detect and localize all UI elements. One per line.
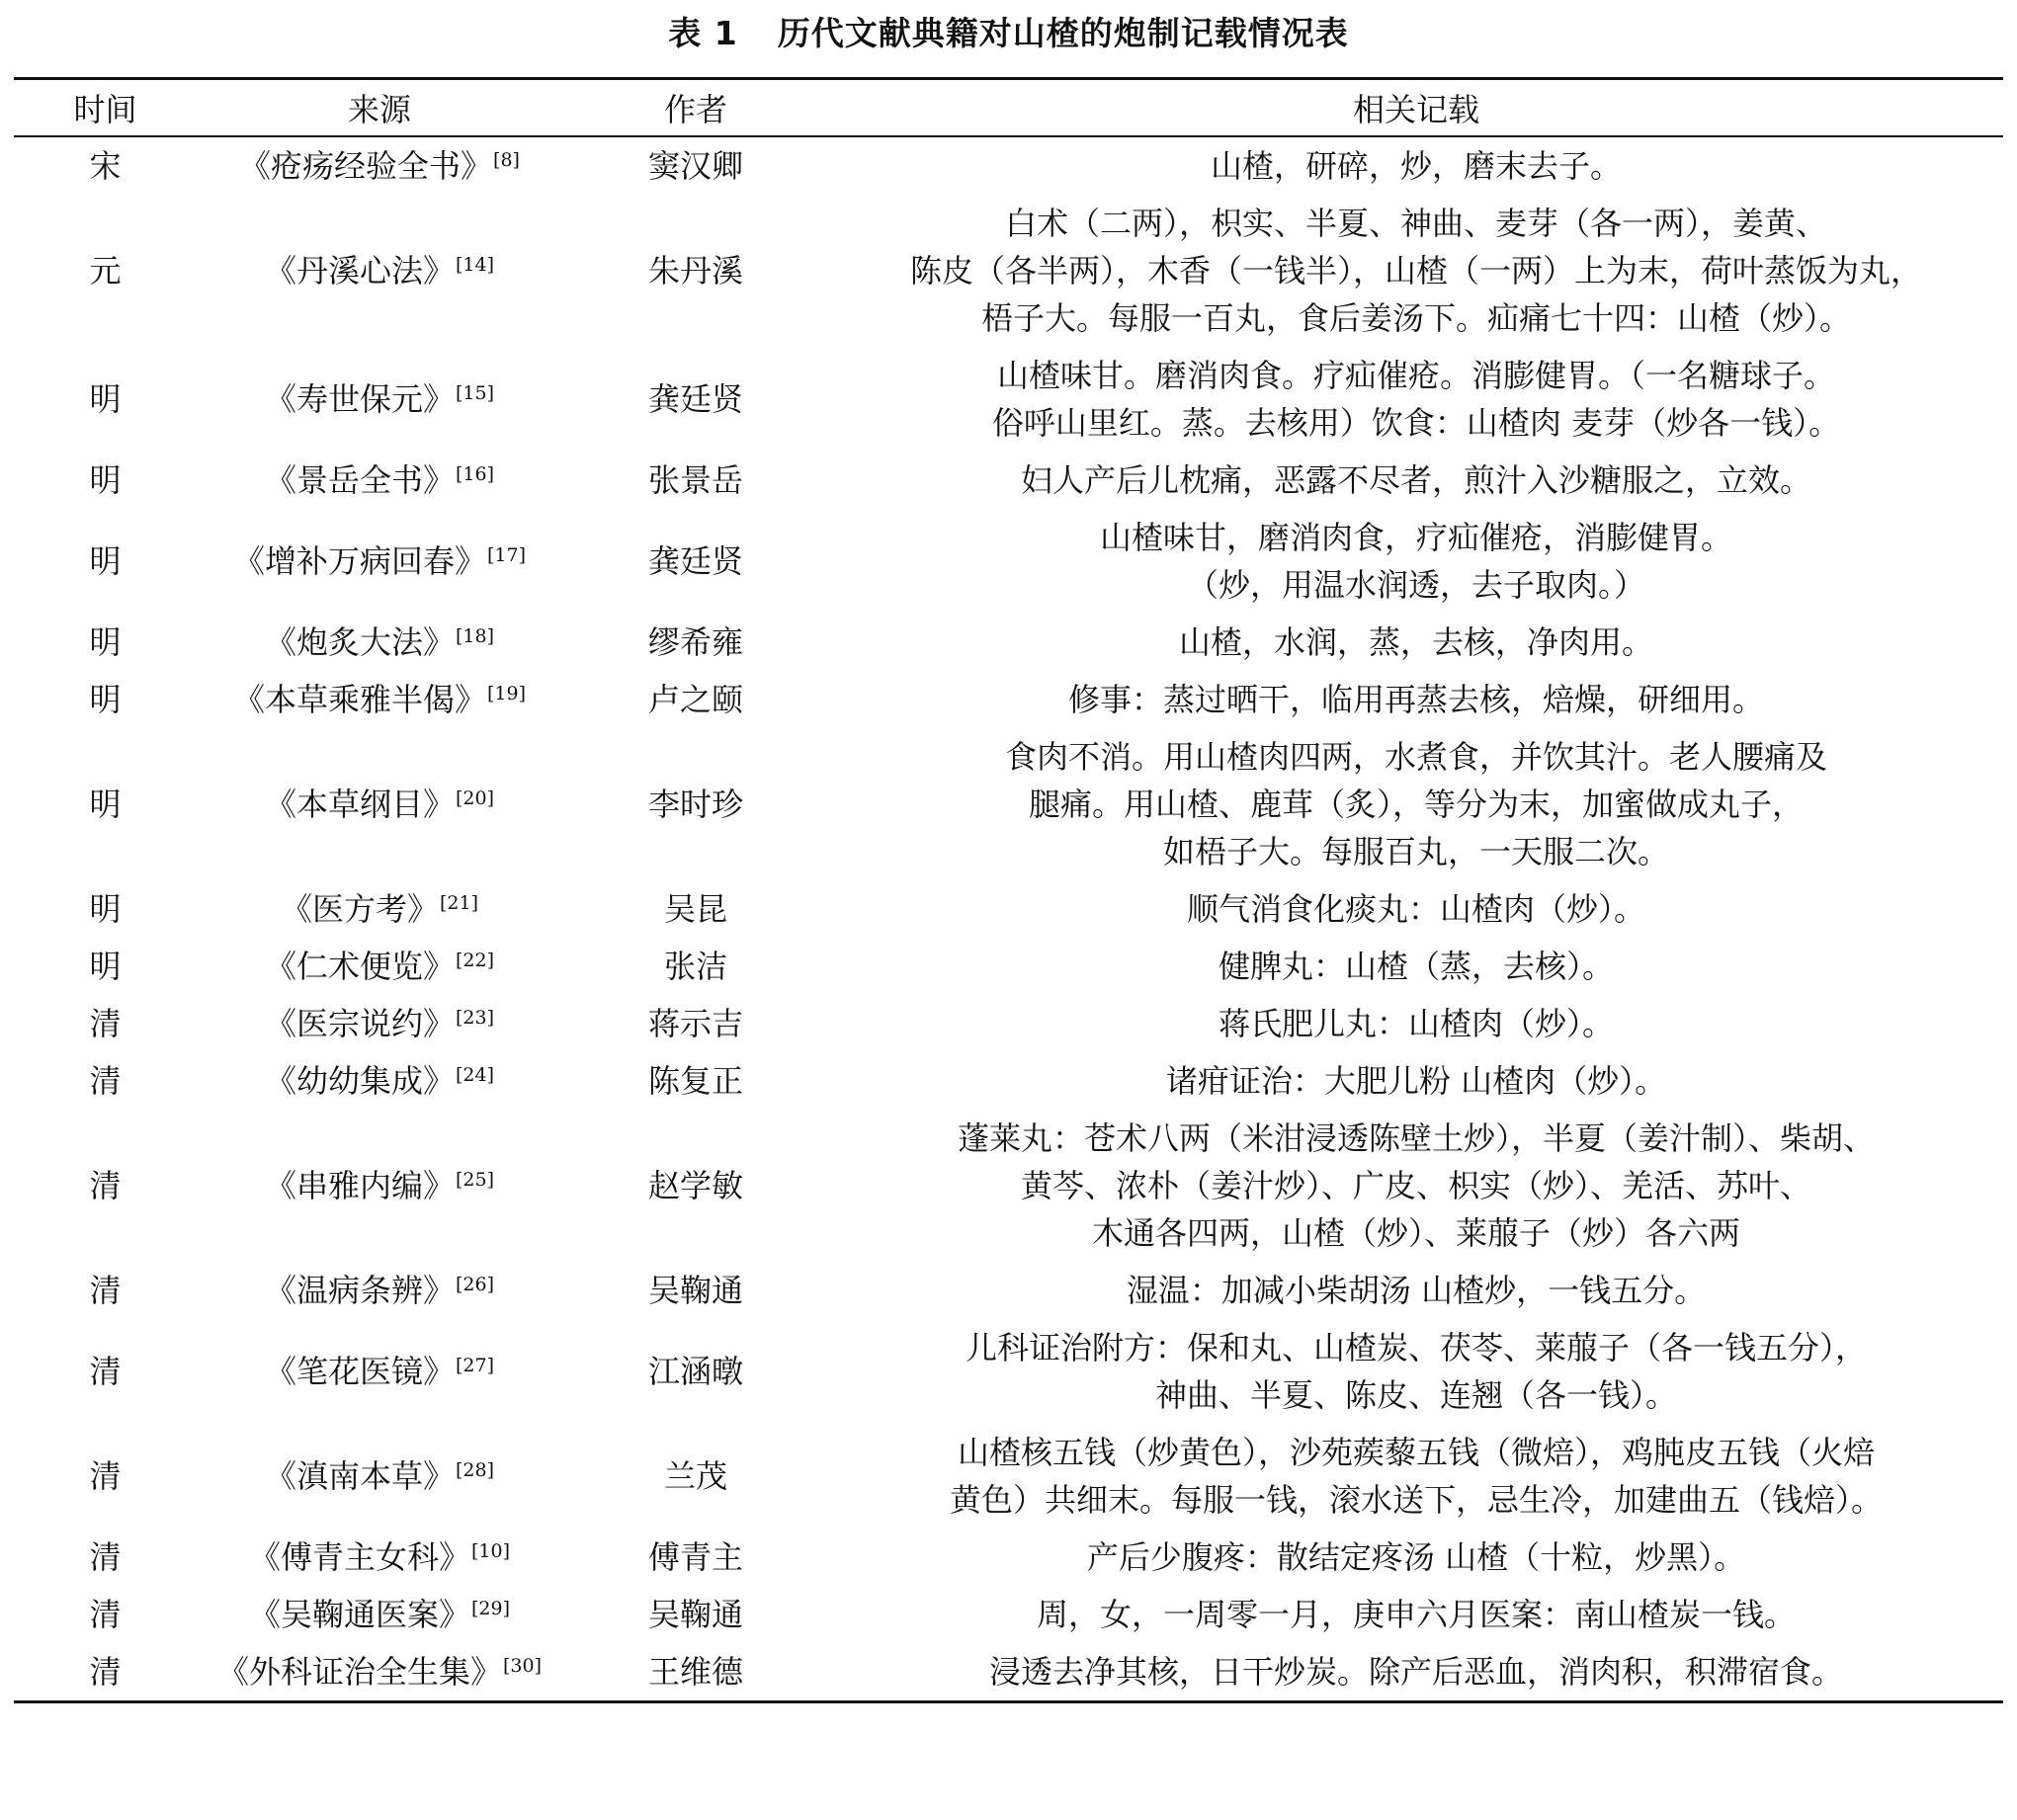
era-cell: 清 <box>89 1272 122 1309</box>
reference-number: [18] <box>456 625 495 647</box>
era-cell: 清 <box>89 1353 122 1390</box>
source-title: 《本草纲目》 <box>264 786 455 823</box>
author-cell: 江涵暾 <box>647 1353 743 1390</box>
reference-number: [28] <box>456 1459 495 1481</box>
record-cell: 食肉不消。用山楂肉四两，水煮食，并饮其汁。老人腰痛及 腿痛。用山楂、鹿茸（炙），等分为末，加蜜做成丸子， 如梧子大。每服百丸，一天服二次。 <box>1004 738 1827 870</box>
author-cell: 吴鞠通 <box>647 1596 743 1633</box>
source-cell <box>197 880 562 938</box>
table-row <box>14 509 2003 614</box>
source-cell <box>197 1643 562 1702</box>
table-row <box>14 1319 2003 1424</box>
author-cell: 陈复正 <box>647 1062 743 1100</box>
reference-number: [15] <box>456 382 495 404</box>
table-row <box>14 995 2003 1052</box>
source-title: 《笔花医镜》 <box>264 1353 455 1390</box>
record-cell: 诸疳证治：大肥儿粉 山楂肉（炒）。 <box>1165 1062 1667 1100</box>
reference-number: [27] <box>456 1355 495 1376</box>
table-body <box>14 136 2003 1702</box>
author-cell: 赵学敏 <box>647 1167 743 1204</box>
source-title: 《外科证治全生集》 <box>216 1653 502 1691</box>
era-cell: 明 <box>89 380 122 418</box>
source-title: 《医宗说约》 <box>264 1005 455 1042</box>
source-cell <box>197 1529 562 1586</box>
record-cell: 山楂核五钱（炒黄色），沙苑蒺藜五钱（微焙），鸡肫皮五钱（火焙 黄色）共细末。每服一钱，滚水送下，忌生冷，加建曲五（钱焙）。 <box>949 1434 1883 1519</box>
table-row <box>14 880 2003 938</box>
author-cell: 傅青主 <box>647 1538 743 1576</box>
record-cell: 浸透去净其核，日干炒炭。除产后恶血，消肉积，积滞宿食。 <box>988 1653 1843 1691</box>
reference-number: [10] <box>471 1540 511 1562</box>
source-title: 《寿世保元》 <box>264 380 455 418</box>
era-cell: 明 <box>89 890 122 928</box>
source-cell <box>197 995 562 1052</box>
header-record: 相关记载 <box>1352 91 1479 128</box>
source-title: 《傅青主女科》 <box>248 1538 470 1576</box>
era-cell: 元 <box>89 252 122 290</box>
author-cell: 朱丹溪 <box>647 252 743 290</box>
table-row <box>14 452 2003 509</box>
record-cell: 修事：蒸过晒干，临用再蒸去核，焙燥，研细用。 <box>1067 681 1764 718</box>
author-cell: 张景岳 <box>647 461 743 499</box>
record-cell: 健脾丸：山楂（蒸，去核）。 <box>1218 948 1614 985</box>
reference-number: [26] <box>456 1274 495 1295</box>
source-cell <box>197 1110 562 1262</box>
era-cell: 清 <box>89 1005 122 1042</box>
table-title: 历代文献典籍对山楂的炮制记载情况表 <box>777 14 1349 52</box>
source-cell <box>197 1586 562 1643</box>
source-cell <box>197 614 562 671</box>
source-title: 《幼幼集成》 <box>264 1062 455 1100</box>
era-cell: 清 <box>89 1062 122 1100</box>
table-row <box>14 136 2003 195</box>
table-number: 表 1 <box>668 14 738 52</box>
source-cell <box>197 1262 562 1319</box>
table-row <box>14 195 2003 347</box>
source-cell <box>197 452 562 509</box>
source-cell <box>197 671 562 728</box>
source-cell <box>197 195 562 347</box>
source-title: 《医方考》 <box>280 890 439 928</box>
source-title: 《增补万病回春》 <box>232 542 486 580</box>
source-title: 《温病条辨》 <box>264 1272 455 1309</box>
reference-number: [21] <box>440 892 479 914</box>
header-era: 时间 <box>73 91 137 128</box>
author-cell: 王维德 <box>647 1653 743 1691</box>
table-row <box>14 938 2003 995</box>
era-cell: 明 <box>89 461 122 499</box>
reference-number: [30] <box>503 1655 543 1677</box>
author-cell: 蒋示吉 <box>647 1005 743 1042</box>
source-title: 《吴鞠通医案》 <box>248 1596 470 1633</box>
era-cell: 宋 <box>89 147 122 185</box>
reference-number: [29] <box>471 1598 511 1619</box>
reference-number: [14] <box>456 254 495 276</box>
reference-number: [17] <box>487 544 527 566</box>
reference-number: [24] <box>456 1064 495 1086</box>
table-row <box>14 1262 2003 1319</box>
reference-number: [23] <box>456 1007 495 1029</box>
author-cell: 缪希雍 <box>647 623 743 661</box>
source-title: 《疮疡经验全书》 <box>239 147 493 185</box>
record-cell: 周，女，一周零一月，庚申六月医案：南山楂炭一钱。 <box>1036 1596 1796 1633</box>
table-row <box>14 347 2003 452</box>
source-cell <box>197 136 562 195</box>
source-cell <box>197 728 562 880</box>
table-row <box>14 671 2003 728</box>
source-title: 《丹溪心法》 <box>264 252 455 290</box>
author-cell: 兰茂 <box>663 1457 727 1495</box>
record-cell: 蒋氏肥儿丸：山楂肉（炒）。 <box>1218 1005 1614 1042</box>
source-title: 《仁术便览》 <box>264 948 455 985</box>
source-title: 《炮炙大法》 <box>264 623 455 661</box>
record-cell: 白术（二两），枳实、半夏、神曲、麦芽（各一两），姜黄、 陈皮（各半两），木香（一钱半），山楂（一两）上为末，荷叶蒸饭为丸， 梧子大。每服一百丸，食后姜汤下。疝痛七十四：山楂（炒）。 <box>909 205 1922 337</box>
era-cell: 明 <box>89 681 122 718</box>
record-cell: 山楂，水润，蒸，去核，净肉用。 <box>1178 623 1653 661</box>
source-title: 《串雅内编》 <box>264 1167 455 1204</box>
era-cell: 明 <box>89 948 122 985</box>
author-cell: 张洁 <box>663 948 727 985</box>
record-cell: 湿温：加减小柴胡汤 山楂炒，一钱五分。 <box>1126 1272 1707 1309</box>
header-source: 来源 <box>347 91 411 128</box>
reference-number: [8] <box>493 149 520 171</box>
records-table <box>14 77 2003 1703</box>
source-cell <box>197 1052 562 1110</box>
table-row <box>14 1424 2003 1529</box>
source-cell <box>197 1424 562 1529</box>
record-cell: 产后少腹疼：散结定疼汤 山楂（十粒，炒黑）。 <box>1086 1538 1746 1576</box>
era-cell: 明 <box>89 786 122 823</box>
table-caption <box>0 12 2017 55</box>
table-row <box>14 1529 2003 1586</box>
author-cell: 卢之颐 <box>647 681 743 718</box>
record-cell: 儿科证治附方：保和丸、山楂炭、茯苓、莱菔子（各一钱五分）， 神曲、半夏、陈皮、连翘（各一钱）。 <box>965 1329 1867 1414</box>
era-cell: 清 <box>89 1596 122 1633</box>
reference-number: [16] <box>456 463 495 485</box>
table-header <box>14 79 2003 137</box>
source-title: 《本草乘雅半偈》 <box>232 681 486 718</box>
record-cell: 顺气消食化痰丸：山楂肉（炒）。 <box>1186 890 1645 928</box>
source-cell <box>197 509 562 614</box>
record-cell: 蓬莱丸：苍术八两（米泔浸透陈壁土炒），半夏（姜汁制）、柴胡、 黄芩、浓朴（姜汁炒）、广皮、枳实（炒）、羌活、苏叶、 木通各四两，山楂（炒）、莱菔子（炒）各六两 <box>957 1119 1875 1252</box>
author-cell: 吴鞠通 <box>647 1272 743 1309</box>
era-cell: 清 <box>89 1538 122 1576</box>
record-cell: 山楂味甘。磨消肉食。疗疝催疮。消膨健胃。（一名糖球子。 俗呼山里红。蒸。去核用）饮食：山楂肉 麦芽（炒各一钱）。 <box>991 357 1841 442</box>
header-author: 作者 <box>663 91 727 128</box>
era-cell: 清 <box>89 1457 122 1495</box>
record-cell: 妇人产后儿枕痛，恶露不尽者，煎汁入沙糖服之，立效。 <box>1020 461 1811 499</box>
table-row <box>14 1586 2003 1643</box>
record-cell: 山楂味甘，磨消肉食，疗疝催疮，消膨健胃。 （炒，用温水润透，去子取肉。） <box>1099 519 1732 604</box>
reference-number: [19] <box>487 683 527 704</box>
author-cell: 李时珍 <box>647 786 743 823</box>
era-cell: 清 <box>89 1167 122 1204</box>
reference-number: [25] <box>456 1169 495 1191</box>
author-cell: 龚廷贤 <box>647 380 743 418</box>
table-row <box>14 728 2003 880</box>
author-cell: 吴昆 <box>663 890 727 928</box>
source-cell <box>197 938 562 995</box>
author-cell: 窦汉卿 <box>647 147 743 185</box>
table-row <box>14 1643 2003 1702</box>
era-cell: 明 <box>89 542 122 580</box>
table-row <box>14 1052 2003 1110</box>
source-cell <box>197 347 562 452</box>
record-cell: 山楂，研碎，炒，磨末去子。 <box>1210 147 1622 185</box>
era-cell: 明 <box>89 623 122 661</box>
source-title: 《景岳全书》 <box>264 461 455 499</box>
reference-number: [20] <box>456 787 495 809</box>
era-cell: 清 <box>89 1653 122 1691</box>
author-cell: 龚廷贤 <box>647 542 743 580</box>
table-row <box>14 1110 2003 1262</box>
source-title: 《滇南本草》 <box>264 1457 455 1495</box>
reference-number: [22] <box>456 950 495 971</box>
source-cell <box>197 1319 562 1424</box>
table-row <box>14 614 2003 671</box>
